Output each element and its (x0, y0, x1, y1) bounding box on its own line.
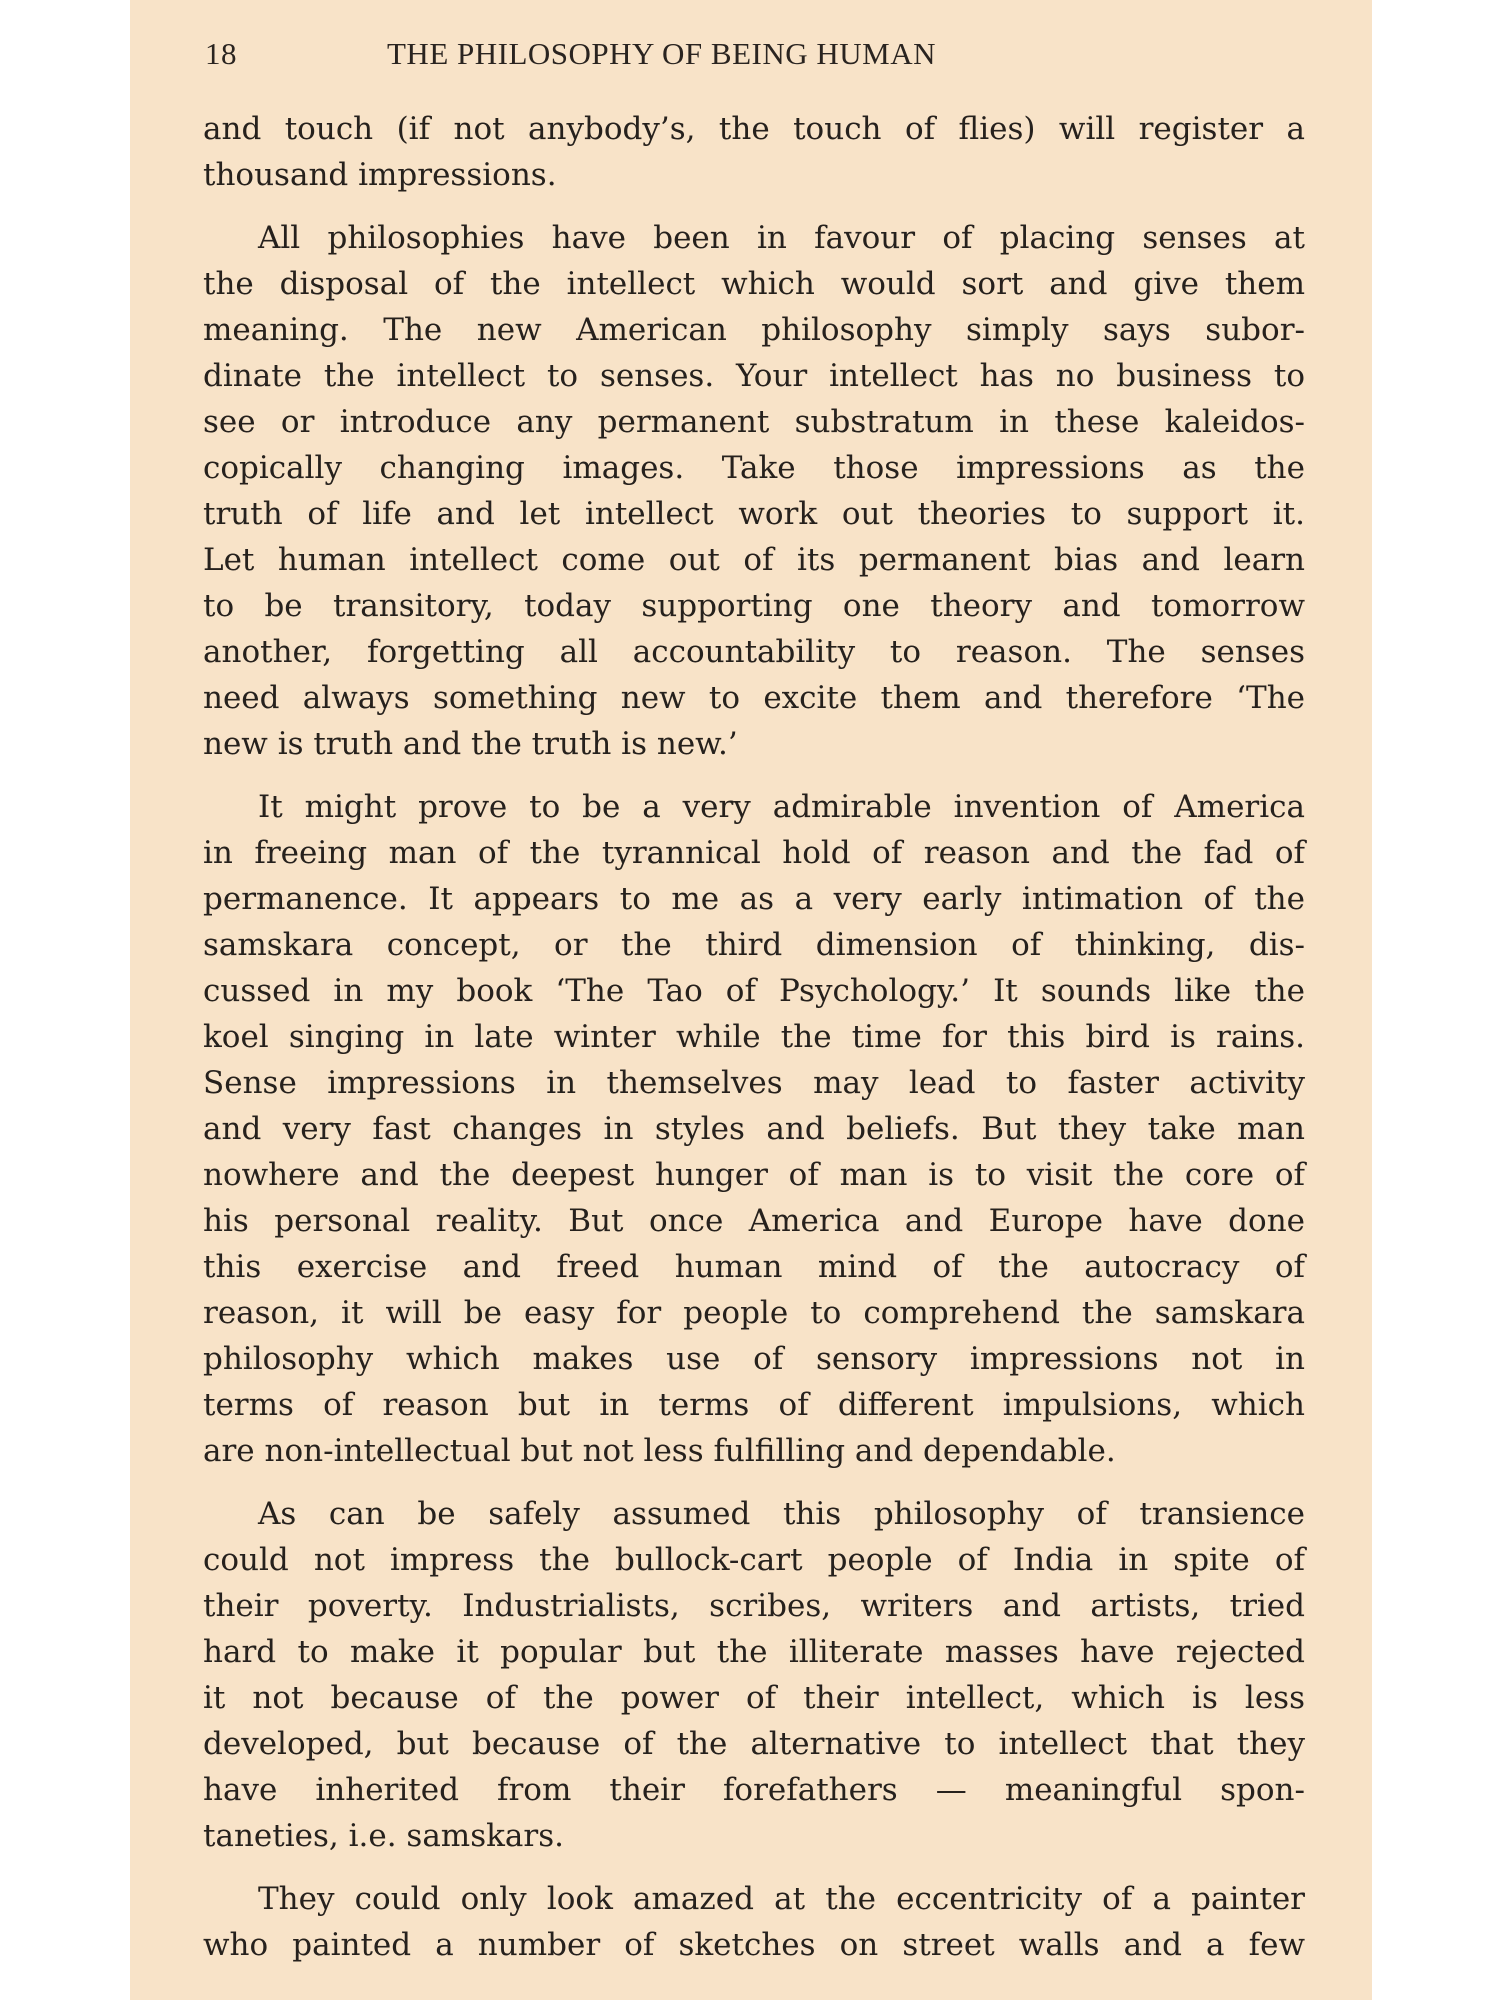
text-line: koel singing in late winter while the time for this bird is rains. (203, 1019, 1305, 1055)
text-line: who painted a number of sketches on street walls and a few (203, 1927, 1305, 1963)
text-line: meaning. The new American philosophy simply says subor- (203, 312, 1305, 348)
text-line: this exercise and freed human mind of the autocracy of (203, 1249, 1305, 1285)
text-line: permanence. It appears to me as a very early intimation of the (203, 881, 1305, 917)
text-line: All philosophies have been in favour of placing senses at (258, 220, 1305, 256)
text-line: see or introduce any permanent substratum in these kaleidos- (203, 404, 1305, 440)
text-line: and touch (if not anybody’s, the touch of flies) will register a (203, 111, 1305, 147)
text-line: to be transitory, today supporting one theory and tomorrow (203, 588, 1305, 624)
text-line: and very fast changes in styles and beliefs. But they take man (203, 1111, 1305, 1147)
text-line: Let human intellect come out of its permanent bias and learn (203, 542, 1305, 578)
text-line: it not because of the power of their intellect, which is less (203, 1680, 1305, 1716)
text-line: have inherited from their forefathers — meaningful spon- (203, 1772, 1305, 1808)
text-line: nowhere and the deepest hunger of man is to visit the core of (203, 1157, 1305, 1193)
text-line: Sense impressions in themselves may lead to faster activity (203, 1065, 1305, 1101)
text-line: their poverty. Industrialists, scribes, writers and artists, tried (203, 1588, 1305, 1624)
text-line: the disposal of the intellect which would sort and give them (203, 266, 1305, 302)
text-line: could not impress the bullock-cart people of India in spite of (203, 1542, 1305, 1578)
text-line: copically changing images. Take those impressions as the (203, 450, 1305, 486)
text-line: terms of reason but in terms of different impulsions, which (203, 1387, 1305, 1423)
text-line: dinate the intellect to senses. Your intellect has no business to (203, 358, 1305, 394)
text-line: in freeing man of the tyrannical hold of reason and the fad of (203, 835, 1305, 871)
running-title: THE PHILOSOPHY OF BEING HUMAN (387, 36, 936, 71)
text-line: hard to make it popular but the illiterate masses have rejected (203, 1634, 1305, 1670)
paragraph (203, 215, 1305, 767)
body-text (203, 106, 1305, 1985)
text-line: As can be safely assumed this philosophy of transience (258, 1496, 1305, 1532)
text-line: It might prove to be a very admirable invention of America (258, 789, 1305, 825)
text-line: They could only look amazed at the eccentricity of a painter (258, 1881, 1305, 1917)
text-line: new is truth and the truth is new.’ (203, 726, 738, 762)
page-number: 18 (205, 36, 237, 71)
book-page (130, 0, 1372, 2000)
paragraph (203, 1876, 1305, 1968)
paragraph (203, 784, 1305, 1474)
paragraph (203, 1491, 1305, 1859)
text-line: need always something new to excite them and therefore ‘The (203, 680, 1305, 716)
text-line: another, forgetting all accountability to reason. The senses (203, 634, 1305, 670)
text-line: his personal reality. But once America and Europe have done (203, 1203, 1305, 1239)
text-line: developed, but because of the alternative to intellect that they (203, 1726, 1305, 1762)
text-line: cussed in my book ‘The Tao of Psychology.’ It sounds like the (203, 973, 1305, 1009)
text-line: are non-intellectual but not less fulfilling and dependable. (203, 1433, 1116, 1469)
text-line: truth of life and let intellect work out theories to support it. (203, 496, 1305, 532)
text-line: samskara concept, or the third dimension of thinking, dis- (203, 927, 1305, 963)
paragraph (203, 106, 1305, 198)
text-line: philosophy which makes use of sensory impressions not in (203, 1341, 1305, 1377)
text-line: reason, it will be easy for people to comprehend the samskara (203, 1295, 1305, 1331)
text-line: thousand impressions. (203, 157, 557, 193)
text-line: taneties, i.e. samskars. (203, 1818, 564, 1854)
page-header (205, 30, 1322, 74)
